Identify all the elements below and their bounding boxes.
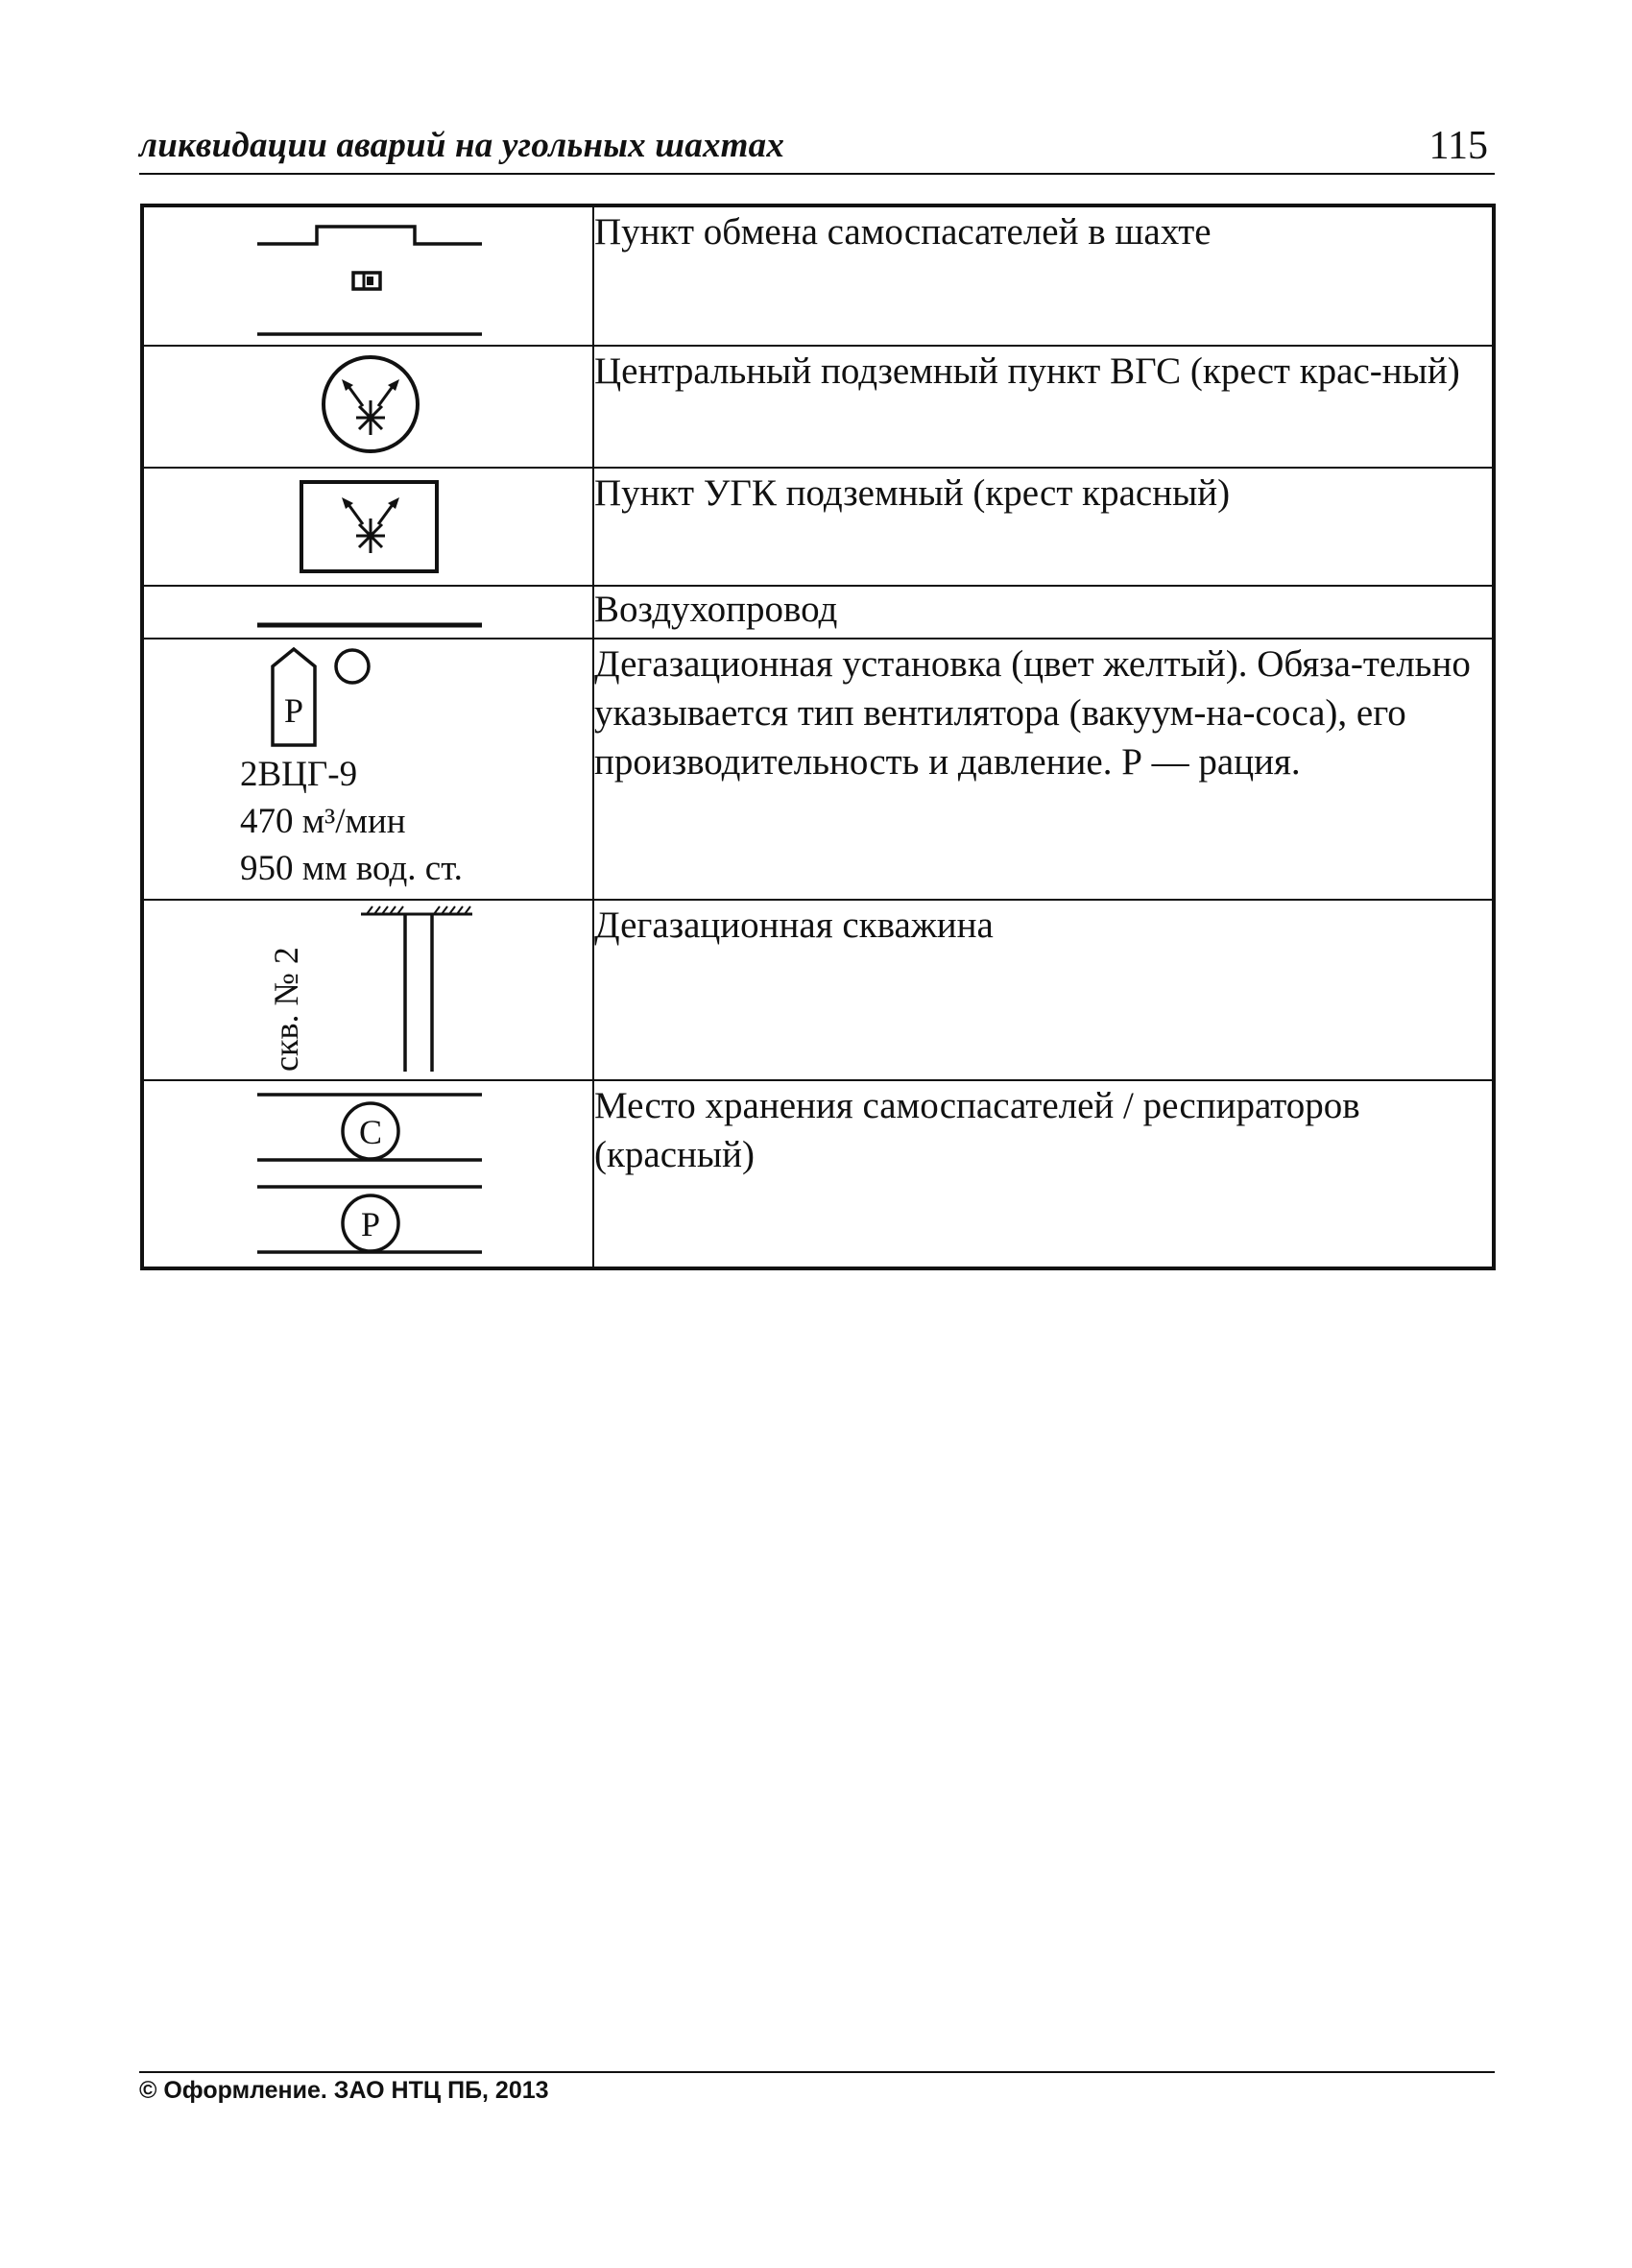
- respirator-letter: Р: [360, 1205, 381, 1243]
- symbol-cell: [142, 1080, 593, 1268]
- legend-description: Пункт обмена самоспасателей в шахте: [593, 205, 1494, 346]
- footer-divider: [139, 2071, 1495, 2073]
- legend-description: Пункт УГК подземный (крест красный): [593, 468, 1494, 586]
- legend-description: Дегазационная скважина: [593, 900, 1494, 1080]
- degassing-unit-specs: [240, 751, 463, 892]
- self-rescuer-storage-symbol: [144, 1081, 592, 1267]
- legend-row: [142, 586, 1494, 639]
- legend-row: [142, 900, 1494, 1080]
- symbol-cell: [142, 205, 593, 346]
- air-pipeline-symbol: [144, 587, 592, 638]
- legend-description: Дегазационная установка (цвет желтый). Обяза-тельно указывается тип вентилятора (вакуум-на-соса), его производительность и давление. Р — рация.: [593, 639, 1494, 900]
- central-underground-vgs-point-symbol: [144, 347, 592, 467]
- fan-type-label: 2ВЦГ-9: [240, 755, 358, 794]
- degassing-well-symbol: [144, 901, 592, 1079]
- degassing-unit-outline: [144, 639, 592, 755]
- symbol-cell: [142, 586, 593, 639]
- symbol-cell: [142, 346, 593, 468]
- pressure-label: 950 мм вод. ст.: [240, 849, 463, 888]
- legend-row: [142, 1080, 1494, 1268]
- legend-row: [142, 205, 1494, 346]
- degassing-unit-symbol: [144, 639, 592, 899]
- radio-letter: Р: [283, 691, 304, 730]
- legend-row: [142, 346, 1494, 468]
- legend-table: [140, 204, 1496, 1270]
- running-header-title: ликвидации аварий на угольных шахтах: [139, 126, 785, 165]
- capacity-label: 470 м³/мин: [240, 802, 406, 841]
- page-number: 115: [1428, 124, 1488, 168]
- legend-row: [142, 639, 1494, 900]
- self-rescuer-letter: С: [358, 1113, 383, 1151]
- symbol-cell: [142, 900, 593, 1080]
- legend-description: Воздухопровод: [593, 586, 1494, 639]
- legend-description: Центральный подземный пункт ВГС (крест крас-ный): [593, 346, 1494, 468]
- well-number-label: скв. № 2: [267, 947, 305, 1072]
- underground-ugk-point-symbol: [144, 469, 592, 585]
- legend-row: [142, 468, 1494, 586]
- symbol-cell: [142, 639, 593, 900]
- symbol-cell: [142, 468, 593, 586]
- header-divider: [139, 173, 1495, 175]
- legend-description: Место хранения самоспасателей / респираторов (красный): [593, 1080, 1494, 1268]
- footer-copyright: © Оформление. ЗАО НТЦ ПБ, 2013: [139, 2077, 549, 2104]
- self-rescuer-exchange-point-symbol: [144, 207, 592, 345]
